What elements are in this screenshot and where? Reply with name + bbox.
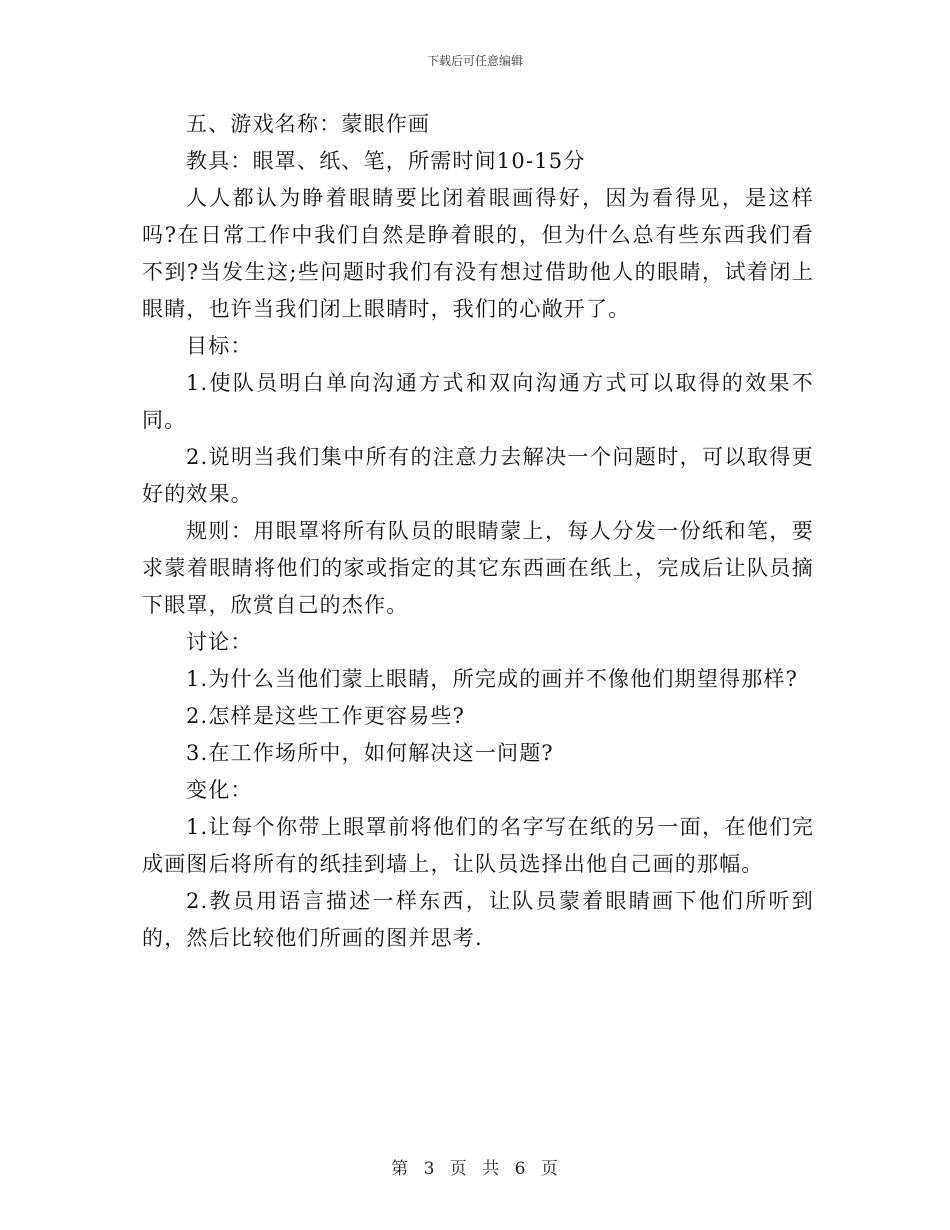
page-header-note: 下载后可任意编辑 <box>426 54 523 68</box>
intro-paragraph: 人人都认为睁着眼睛要比闭着眼画得好，因为看得见，是这样吗?在日常工作中我们自然是睁着眼的，但为什么总有些东西我们看不到?当发生这;些问题时我们有没有想过借助他人的眼睛，试着闭上眼睛，也许当我们闭上眼睛时，我们的心敞开了。 <box>142 186 814 321</box>
rules-paragraph: 规则：用眼罩将所有队员的眼睛蒙上，每人分发一份纸和笔，要求蒙着眼睛将他们的家或指定的其它东西画在纸上，完成后让队员摘下眼罩，欣赏自己的杰作。 <box>142 519 814 617</box>
page-number: 第 3 页 共 6 页 <box>391 1159 559 1179</box>
document-body <box>142 106 814 957</box>
discussion-item-3: 3.在工作场所中，如何解决这一问题? <box>186 741 554 765</box>
variation-item-2: 2.教员用语言描述一样东西，让队员蒙着眼睛画下他们所听到的，然后比较他们所画的图并思考. <box>142 889 814 950</box>
section-title: 五、游戏名称：蒙眼作画 <box>186 112 431 136</box>
discussion-heading: 讨论： <box>186 630 253 654</box>
goal-item-2: 2.说明当我们集中所有的注意力去解决一个问题时，可以取得更好的效果。 <box>142 445 814 506</box>
goal-item-1: 1.使队员明白单向沟通方式和双向沟通方式可以取得的效果不同。 <box>142 371 814 432</box>
discussion-item-1: 1.为什么当他们蒙上眼睛，所完成的画并不像他们期望得那样? <box>186 667 799 691</box>
equipment-line: 教具：眼罩、纸、笔，所需时间10-15分 <box>186 149 586 173</box>
variation-item-1: 1.让每个你带上眼罩前将他们的名字写在纸的另一面，在他们完成画图后将所有的纸挂到墙上，让队员选择出他自己画的那幅。 <box>142 815 814 876</box>
goals-heading: 目标： <box>186 334 253 358</box>
variations-heading: 变化： <box>186 778 253 802</box>
discussion-item-2: 2.怎样是这些工作更容易些? <box>186 704 466 728</box>
